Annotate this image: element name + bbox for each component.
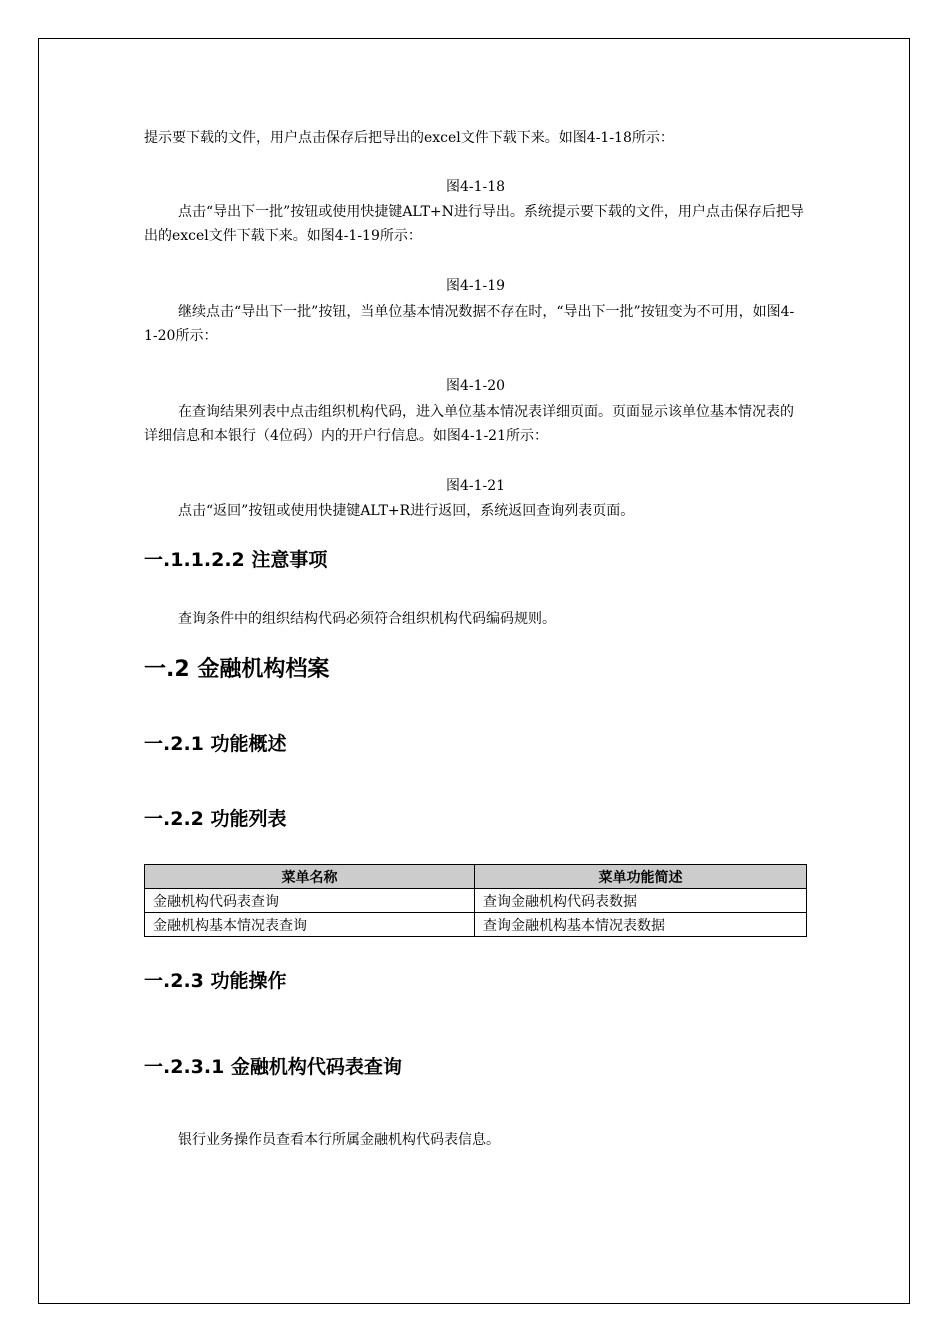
paragraph: 点击“导出下一批”按钮或使用快捷键ALT+N进行导出。系统提示要下载的文件，用户点击保存后把导出的excel文件下载下来。如图4-1-19所示：	[144, 204, 804, 244]
paragraph: 银行业务操作员查看本行所属金融机构代码表信息。	[178, 1132, 500, 1148]
paragraph: 查询条件中的组织结构代码必须符合组织机构代码编码规则。	[178, 611, 556, 627]
section-heading-list: 一.2.2 功能列表	[144, 808, 287, 830]
figure-caption: 图4-1-18	[445, 179, 506, 195]
table-cell: 查询金融机构基本情况表数据	[475, 913, 807, 937]
table-cell: 金融机构基本情况表查询	[145, 913, 475, 937]
section-heading-query: 一.2.3.1 金融机构代码表查询	[144, 1056, 402, 1078]
function-table	[144, 864, 807, 937]
table-cell: 查询金融机构代码表数据	[475, 889, 807, 913]
paragraph: 在查询结果列表中点击组织机构代码，进入单位基本情况表详细页面。页面显示该单位基本情况表的详细信息和本银行（4位码）内的开户行信息。如图4-1-21所示：	[144, 404, 794, 444]
table-row	[145, 889, 807, 913]
section-heading-notes: 一.1.1.2.2 注意事项	[144, 549, 328, 571]
table-header-row	[145, 865, 807, 889]
paragraph: 继续点击“导出下一批”按钮，当单位基本情况数据不存在时，“导出下一批”按钮变为不可用，如图4-1-20所示：	[144, 304, 795, 344]
paragraph: 点击“返回”按钮或使用快捷键ALT+R进行返回，系统返回查询列表页面。	[178, 503, 635, 519]
table-row	[145, 913, 807, 937]
paragraph: 提示要下载的文件，用户点击保存后把导出的excel文件下载下来。如图4-1-18所示：	[144, 130, 674, 146]
table-header-cell: 菜单名称	[145, 865, 475, 889]
section-heading-overview: 一.2.1 功能概述	[144, 733, 287, 755]
table-header-cell: 菜单功能简述	[475, 865, 807, 889]
figure-caption: 图4-1-21	[445, 478, 506, 494]
section-heading-operations: 一.2.3 功能操作	[144, 970, 287, 992]
section-heading-archive: 一.2 金融机构档案	[144, 657, 330, 682]
figure-caption: 图4-1-19	[445, 278, 506, 294]
table-cell: 金融机构代码表查询	[145, 889, 475, 913]
figure-caption: 图4-1-20	[445, 378, 506, 394]
